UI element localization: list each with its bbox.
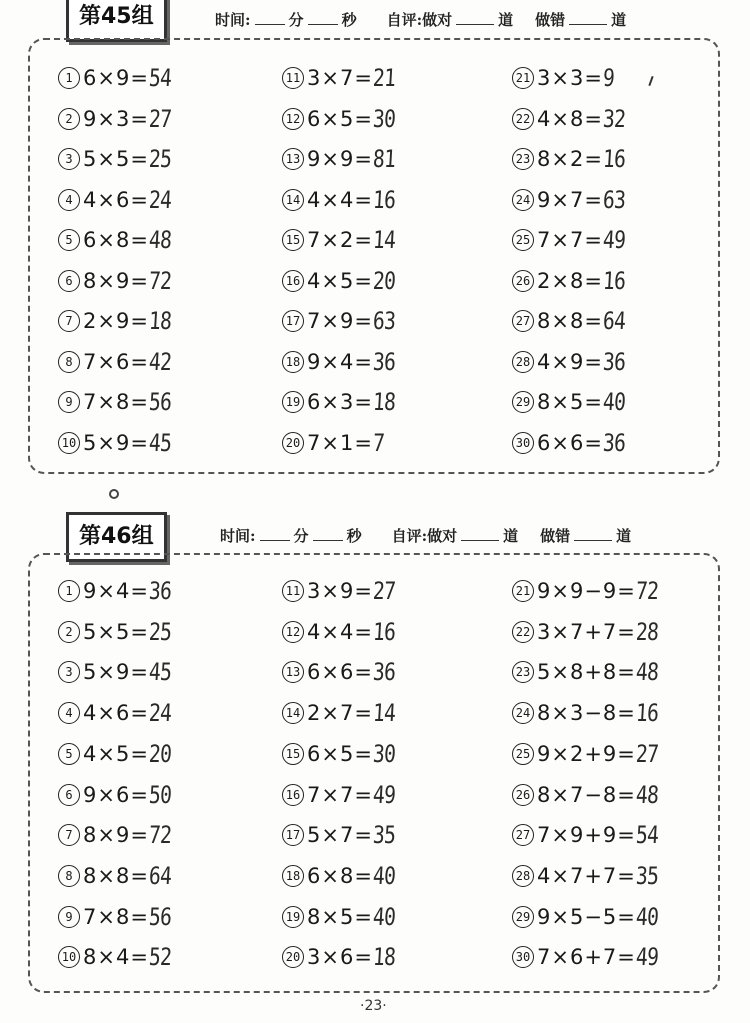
handwritten-answer: 21 <box>372 64 396 92</box>
problem-expression: 7×6+7= <box>537 945 636 970</box>
problem-expression: 8×8= <box>83 863 149 888</box>
problem-number: 3 <box>58 661 80 683</box>
handwritten-answer: 36 <box>372 658 396 687</box>
handwritten-answer: 32 <box>602 104 626 133</box>
problem-expression: 3×9= <box>307 579 373 603</box>
problem-item <box>512 817 663 853</box>
problem-expression: 9×9= <box>307 147 373 171</box>
problem-number: 10 <box>58 432 80 454</box>
problem-number: 23 <box>512 661 534 683</box>
problem-item <box>282 263 400 299</box>
handwritten-answer: 56 <box>148 902 172 931</box>
problem-number: 7 <box>58 824 80 846</box>
self-eval-label: 自评:做对 <box>386 11 453 29</box>
problem-expression: 7×9= <box>307 309 373 333</box>
problem-item <box>512 614 663 650</box>
problem-box <box>28 38 720 474</box>
problem-number: 5 <box>58 743 80 765</box>
seconds-label: 秒 <box>341 11 357 29</box>
problem-item <box>282 817 400 853</box>
problem-item <box>512 858 663 894</box>
handwritten-answer: 9 <box>602 64 615 92</box>
time-label: 时间: <box>220 527 256 545</box>
problem-expression: 6×3= <box>307 390 373 414</box>
problem-number: 29 <box>512 391 534 413</box>
handwritten-answer: 16 <box>372 617 396 646</box>
problem-expression: 7×8= <box>83 904 149 929</box>
handwritten-answer: 25 <box>148 145 172 173</box>
problem-item <box>512 695 663 731</box>
handwritten-answer: 18 <box>372 943 396 972</box>
problem-number: 4 <box>58 702 80 724</box>
problem-item <box>58 303 176 339</box>
problem-expression: 3×6= <box>307 945 373 970</box>
problem-expression: 4×5= <box>83 741 149 766</box>
problem-expression: 8×4= <box>83 945 149 970</box>
problem-number: 8 <box>58 865 80 887</box>
handwritten-answer: 64 <box>602 307 626 335</box>
problem-expression: 6×8= <box>83 228 149 252</box>
problem-number: 10 <box>58 946 80 968</box>
handwritten-answer: 54 <box>148 64 172 92</box>
problem-item <box>58 384 176 420</box>
problem-item <box>58 101 176 137</box>
problem-number: 26 <box>512 270 534 292</box>
problem-number: 3 <box>58 148 80 170</box>
problem-box <box>28 553 720 993</box>
handwritten-answer: 72 <box>635 577 659 605</box>
problem-item <box>58 817 176 853</box>
problem-number: 22 <box>512 108 534 130</box>
problem-item <box>282 899 400 935</box>
seconds-blank <box>313 529 343 541</box>
problem-item <box>512 654 663 690</box>
handwritten-answer: 27 <box>372 577 396 605</box>
problem-item <box>58 141 176 177</box>
problem-number: 18 <box>282 351 304 373</box>
handwritten-answer: 16 <box>635 699 659 728</box>
problem-expression: 6×5= <box>307 741 373 766</box>
problem-expression: 9×7= <box>537 187 603 212</box>
problem-expression: 7×6= <box>83 349 149 374</box>
handwritten-answer: 20 <box>148 739 172 768</box>
problem-expression: 9×3= <box>83 106 149 131</box>
problem-expression: 8×9= <box>83 268 149 293</box>
problem-number: 23 <box>512 148 534 170</box>
handwritten-answer: 36 <box>372 347 396 376</box>
handwritten-answer: 48 <box>635 780 659 809</box>
problem-item <box>58 654 176 690</box>
problem-grid <box>30 40 722 472</box>
handwritten-answer: 7 <box>372 428 385 457</box>
handwritten-answer: 63 <box>602 185 626 214</box>
handwritten-answer: 40 <box>372 861 396 890</box>
problem-expression: 8×5= <box>537 390 603 414</box>
problem-number: 27 <box>512 310 534 332</box>
problem-item <box>58 182 176 218</box>
problem-expression: 8×2= <box>537 147 603 171</box>
page-number-value: 23 <box>364 998 383 1014</box>
problem-number: 18 <box>282 865 304 887</box>
minutes-blank <box>260 529 290 541</box>
handwritten-answer: 49 <box>372 780 396 809</box>
handwritten-answer: 49 <box>635 943 659 972</box>
problem-number: 28 <box>512 351 534 373</box>
problem-number: 13 <box>282 661 304 683</box>
problem-item <box>282 222 400 258</box>
problem-expression: 7×9+9= <box>537 823 636 848</box>
problem-number: 15 <box>282 229 304 251</box>
handwritten-answer: 40 <box>602 388 626 416</box>
problem-item <box>512 344 630 380</box>
minutes-label: 分 <box>288 11 304 29</box>
problem-item <box>512 573 663 609</box>
problem-number: 30 <box>512 432 534 454</box>
handwritten-answer: 72 <box>148 821 172 850</box>
problem-number: 2 <box>58 108 80 130</box>
problem-number: 7 <box>58 310 80 332</box>
problem-expression: 7×7= <box>537 228 603 252</box>
problem-expression: 3×7+7= <box>537 619 636 644</box>
problem-number: 2 <box>58 621 80 643</box>
problem-item <box>512 425 630 461</box>
problem-item <box>282 344 400 380</box>
problem-item <box>58 736 176 772</box>
problem-item <box>512 263 630 299</box>
problem-item <box>512 222 630 258</box>
problem-item <box>282 939 400 975</box>
problem-number: 19 <box>282 906 304 928</box>
problem-number: 29 <box>512 906 534 928</box>
problem-number: 9 <box>58 906 80 928</box>
problem-item <box>282 101 400 137</box>
problem-number: 12 <box>282 621 304 643</box>
problem-number: 21 <box>512 67 534 89</box>
self-eval-label: 自评:做对 <box>391 527 458 545</box>
problem-expression: 5×8+8= <box>537 660 636 685</box>
problem-expression: 9×9−9= <box>537 579 636 603</box>
handwritten-answer: 16 <box>602 145 626 173</box>
problem-number: 13 <box>282 148 304 170</box>
problem-expression: 9×2+9= <box>537 741 636 766</box>
handwritten-answer: 42 <box>148 347 172 376</box>
problem-number: 17 <box>282 824 304 846</box>
problem-number: 24 <box>512 702 534 724</box>
problem-item <box>282 858 400 894</box>
problem-expression: 2×9= <box>83 309 149 333</box>
problem-expression: 2×8= <box>537 268 603 293</box>
handwritten-answer: 49 <box>602 226 626 254</box>
problem-number: 19 <box>282 391 304 413</box>
handwritten-answer: 45 <box>148 428 172 457</box>
problem-number: 1 <box>58 580 80 602</box>
handwritten-answer: 64 <box>148 861 172 890</box>
handwritten-answer: 40 <box>372 902 396 931</box>
problem-expression: 9×6= <box>83 782 149 807</box>
problem-number: 26 <box>512 784 534 806</box>
handwritten-answer: 48 <box>148 226 172 254</box>
problem-expression: 4×4= <box>307 619 373 644</box>
handwritten-answer: 24 <box>148 185 172 214</box>
problem-expression: 5×9= <box>83 430 149 455</box>
handwritten-answer: 16 <box>372 185 396 214</box>
handwritten-answer: 52 <box>148 943 172 972</box>
handwritten-answer: 16 <box>602 266 626 295</box>
problem-expression: 4×6= <box>83 701 149 726</box>
problem-expression: 5×5= <box>83 147 149 171</box>
problem-number: 20 <box>282 946 304 968</box>
problem-item <box>282 303 400 339</box>
problem-number: 9 <box>58 391 80 413</box>
problem-expression: 4×9= <box>537 349 603 374</box>
problem-number: 24 <box>512 189 534 211</box>
correct-count-blank <box>461 529 499 541</box>
handwritten-answer: 27 <box>635 739 659 768</box>
problem-expression: 6×9= <box>83 66 149 90</box>
problem-item <box>58 222 176 258</box>
problem-expression: 7×7= <box>307 782 373 807</box>
wrong-label: 做错 <box>540 527 571 545</box>
unit-label: 道 <box>503 527 519 545</box>
problem-expression: 6×6= <box>307 660 373 685</box>
problem-number: 12 <box>282 108 304 130</box>
group-title-board <box>66 0 167 42</box>
problem-item <box>58 263 176 299</box>
time-label: 时间: <box>215 11 251 29</box>
problem-expression: 5×9= <box>83 660 149 685</box>
wrong-label: 做错 <box>535 11 566 29</box>
seconds-label: 秒 <box>346 527 362 545</box>
handwritten-answer: 45 <box>148 658 172 687</box>
problem-number: 11 <box>282 67 304 89</box>
problem-expression: 7×1= <box>307 430 373 455</box>
unit-label: 道 <box>616 527 632 545</box>
problem-expression: 7×8= <box>83 390 149 414</box>
minutes-label: 分 <box>293 527 309 545</box>
problem-number: 21 <box>512 580 534 602</box>
handwritten-answer: 25 <box>148 617 172 646</box>
problem-number: 6 <box>58 270 80 292</box>
problem-expression: 8×3−8= <box>537 701 636 726</box>
handwritten-answer: 14 <box>372 699 396 728</box>
problem-item <box>282 736 400 772</box>
problem-item <box>58 939 176 975</box>
handwritten-answer: 36 <box>148 577 172 605</box>
unit-label: 道 <box>498 11 514 29</box>
problem-number: 30 <box>512 946 534 968</box>
page-number: ·23· <box>360 998 387 1014</box>
problem-expression: 5×7= <box>307 823 373 848</box>
problem-item <box>58 858 176 894</box>
problem-item <box>58 614 176 650</box>
problem-expression: 6×8= <box>307 863 373 888</box>
handwritten-answer: 35 <box>635 861 659 890</box>
hanger-nail <box>109 489 119 499</box>
seconds-blank <box>308 13 338 25</box>
handwritten-answer: 54 <box>635 821 659 850</box>
problem-item <box>512 141 630 177</box>
problem-item <box>512 939 663 975</box>
problem-number: 25 <box>512 743 534 765</box>
problem-number: 25 <box>512 229 534 251</box>
problem-expression: 4×7+7= <box>537 863 636 888</box>
problem-item <box>58 777 176 813</box>
problem-number: 15 <box>282 743 304 765</box>
handwritten-answer: 48 <box>635 658 659 687</box>
unit-label: 道 <box>611 11 627 29</box>
problem-number: 16 <box>282 784 304 806</box>
problem-number: 27 <box>512 824 534 846</box>
problem-item <box>282 695 400 731</box>
problem-item <box>512 736 663 772</box>
problem-item <box>282 141 400 177</box>
problem-item <box>282 573 400 609</box>
problem-expression: 8×5= <box>307 904 373 929</box>
handwritten-answer: 56 <box>148 388 172 416</box>
problem-item <box>512 303 630 339</box>
time-and-score-line <box>220 525 631 546</box>
problem-number: 4 <box>58 189 80 211</box>
correct-count-blank <box>456 13 494 25</box>
problem-number: 28 <box>512 865 534 887</box>
handwritten-answer: 20 <box>372 266 396 295</box>
problem-expression: 4×6= <box>83 187 149 212</box>
time-and-score-line <box>215 9 626 30</box>
problem-number: 6 <box>58 784 80 806</box>
problem-number: 20 <box>282 432 304 454</box>
handwritten-answer: 14 <box>372 226 396 254</box>
handwritten-answer: 18 <box>372 388 396 416</box>
handwritten-answer: 36 <box>602 347 626 376</box>
problem-item <box>282 654 400 690</box>
handwritten-answer: 81 <box>372 145 396 173</box>
handwritten-answer: 36 <box>602 428 626 457</box>
problem-number: 11 <box>282 580 304 602</box>
problem-item <box>58 425 176 461</box>
problem-item <box>282 384 400 420</box>
exercise-group-45 <box>0 0 750 490</box>
group-title: 第46组 <box>79 524 154 549</box>
problem-item <box>512 101 630 137</box>
handwritten-answer: 63 <box>372 307 396 335</box>
problem-item <box>512 60 616 96</box>
minutes-blank <box>255 13 285 25</box>
handwritten-answer: 27 <box>148 104 172 133</box>
problem-expression: 8×7−8= <box>537 782 636 807</box>
problem-item <box>282 60 400 96</box>
handwritten-answer: 50 <box>148 780 172 809</box>
problem-item <box>282 614 400 650</box>
handwritten-answer: 30 <box>372 104 396 133</box>
problem-expression: 9×4= <box>83 579 149 603</box>
problem-expression: 7×2= <box>307 228 373 252</box>
problem-number: 16 <box>282 270 304 292</box>
problem-item <box>282 425 386 461</box>
problem-item <box>58 344 176 380</box>
problem-expression: 4×8= <box>537 106 603 131</box>
problem-number: 8 <box>58 351 80 373</box>
problem-expression: 8×9= <box>83 823 149 848</box>
problem-expression: 6×6= <box>537 430 603 455</box>
problem-expression: 6×5= <box>307 106 373 131</box>
problem-expression: 3×3= <box>537 66 603 90</box>
problem-number: 5 <box>58 229 80 251</box>
problem-number: 14 <box>282 702 304 724</box>
handwritten-answer: 40 <box>635 902 659 931</box>
problem-item <box>58 695 176 731</box>
problem-expression: 2×7= <box>307 701 373 726</box>
problem-item <box>512 384 630 420</box>
wrong-count-blank <box>569 13 607 25</box>
problem-item <box>512 777 663 813</box>
problem-item <box>512 899 663 935</box>
handwritten-answer: 28 <box>635 617 659 646</box>
handwritten-answer: 18 <box>148 307 172 335</box>
problem-expression: 9×4= <box>307 349 373 374</box>
problem-expression: 8×8= <box>537 309 603 333</box>
problem-expression: 4×4= <box>307 187 373 212</box>
problem-expression: 9×5−5= <box>537 904 636 929</box>
handwritten-answer: 35 <box>372 821 396 850</box>
problem-number: 1 <box>58 67 80 89</box>
problem-item <box>58 60 176 96</box>
handwritten-answer: 24 <box>148 699 172 728</box>
problem-expression: 5×5= <box>83 619 149 644</box>
problem-number: 14 <box>282 189 304 211</box>
problem-number: 22 <box>512 621 534 643</box>
exercise-group-46 <box>0 495 750 995</box>
problem-expression: 4×5= <box>307 268 373 293</box>
handwritten-answer: 30 <box>372 739 396 768</box>
handwritten-answer: 72 <box>148 266 172 295</box>
problem-number: 17 <box>282 310 304 332</box>
problem-item <box>282 182 400 218</box>
problem-item <box>58 899 176 935</box>
problem-item <box>512 182 630 218</box>
problem-item <box>282 777 400 813</box>
problem-expression: 3×7= <box>307 66 373 90</box>
group-title: 第45组 <box>79 4 154 29</box>
problem-grid <box>30 555 722 991</box>
problem-item <box>58 573 176 609</box>
wrong-count-blank <box>574 529 612 541</box>
